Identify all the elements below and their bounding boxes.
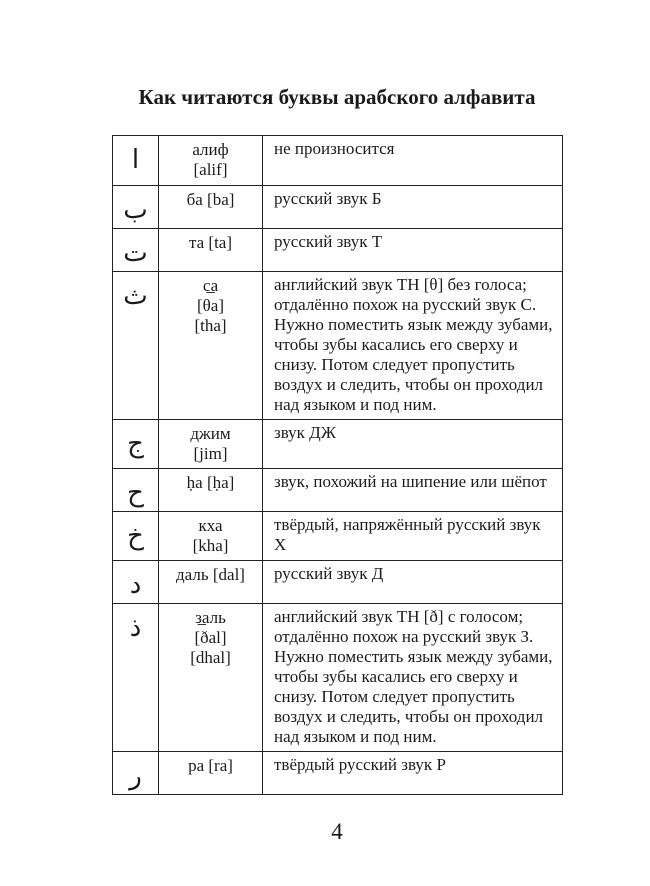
table-row xyxy=(113,604,563,752)
letter-name-line: [alif] xyxy=(193,160,228,179)
table-row xyxy=(113,272,563,420)
content-column xyxy=(112,84,562,845)
arabic-letter: ث xyxy=(113,272,159,420)
page-title: Как читаются буквы арабского алфавита xyxy=(138,85,536,109)
arabic-letter: ر xyxy=(113,752,159,795)
arabic-letter: ح xyxy=(113,469,159,512)
letter-name-cell xyxy=(159,272,263,420)
arabic-letter: ج xyxy=(113,420,159,469)
letter-name-line: [kha] xyxy=(192,536,229,555)
letter-name-cell xyxy=(159,561,263,604)
letter-name-line: [jim] xyxy=(193,444,228,463)
letter-name-cell xyxy=(159,469,263,512)
table-row xyxy=(113,136,563,186)
table-row xyxy=(113,752,563,795)
letter-name-cell xyxy=(159,420,263,469)
letter-name-cell xyxy=(159,229,263,272)
arabic-letter: خ xyxy=(113,512,159,561)
pronunciation-description: твёрдый, напряжённый русский звук Х xyxy=(263,512,563,561)
pronunciation-description: звук ДЖ xyxy=(263,420,563,469)
letter-name-line: ра [ra] xyxy=(188,756,233,775)
page-number: 4 xyxy=(331,819,343,844)
table-row xyxy=(113,420,563,469)
letter-name-line: ба [ba] xyxy=(186,190,235,209)
arabic-letter: ا xyxy=(113,136,159,186)
letter-name-line: джим xyxy=(190,424,231,443)
letter-name-cell xyxy=(159,136,263,186)
arabic-letter: ت xyxy=(113,229,159,272)
letter-name-line: [dhal] xyxy=(190,648,231,667)
alphabet-table-body xyxy=(113,136,563,795)
letter-name-cell xyxy=(159,512,263,561)
pronunciation-description: не произносится xyxy=(263,136,563,186)
arabic-alphabet-table xyxy=(112,135,563,795)
arabic-letter: ذ xyxy=(113,604,159,752)
arabic-letter: د xyxy=(113,561,159,604)
letter-name-line: с̲а xyxy=(202,276,219,295)
table-row xyxy=(113,512,563,561)
letter-name-cell xyxy=(159,186,263,229)
table-row xyxy=(113,469,563,512)
letter-name-line: [tha] xyxy=(194,316,227,335)
arabic-letter: ب xyxy=(113,186,159,229)
letter-name-line: [ðal] xyxy=(194,628,227,647)
pronunciation-description: английский звук TH [θ] без голоса; отдалённо похож на русский звук С. Нужно поместить язык между зубами, чтобы зубы касались его сверху и снизу. Потом следует пропустить воздух и следить, чтобы он проходил над языком и под ним. xyxy=(263,272,563,420)
letter-name-line: даль [dal] xyxy=(176,565,245,584)
pronunciation-description: русский звук Д xyxy=(263,561,563,604)
letter-name-line: алиф xyxy=(192,140,229,159)
pronunciation-description: русский звук Б xyxy=(263,186,563,229)
pronunciation-description: английский звук TH [ð] с голосом; отдалённо похож на русский звук З. Нужно поместить язык между зубами, чтобы зубы касались его сверху и снизу. Потом следует пропустить воздух и следить, чтобы он проходил над языком и под ним. xyxy=(263,604,563,752)
letter-name-line: [θa] xyxy=(196,296,224,315)
table-row xyxy=(113,561,563,604)
letter-name-cell xyxy=(159,752,263,795)
letter-name-line: ḥa [ḥa] xyxy=(186,473,235,492)
letter-name-cell xyxy=(159,604,263,752)
pronunciation-description: твёрдый русский звук Р xyxy=(263,752,563,795)
table-row xyxy=(113,229,563,272)
letter-name-line: кха xyxy=(198,516,223,535)
letter-name-line: та [ta] xyxy=(188,233,233,252)
pronunciation-description: русский звук Т xyxy=(263,229,563,272)
letter-name-line: з̲аль xyxy=(195,608,226,627)
table-row xyxy=(113,186,563,229)
pronunciation-description: звук, похожий на шипение или шёпот xyxy=(263,469,563,512)
